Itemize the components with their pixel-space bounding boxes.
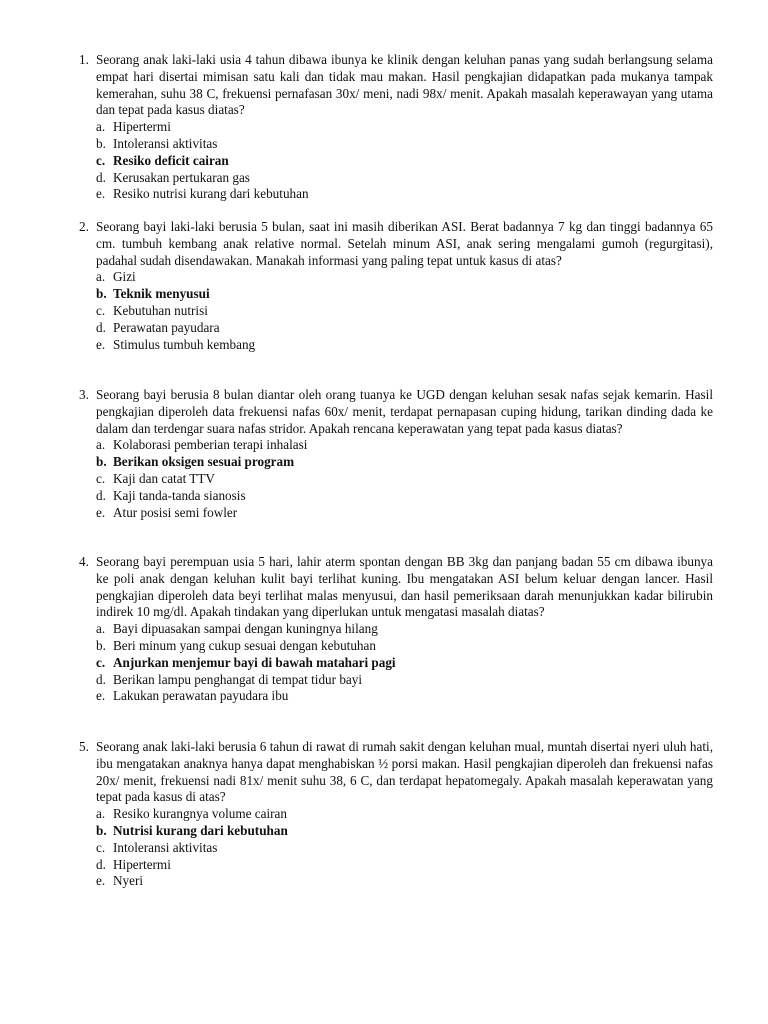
question-text: Seorang bayi laki-laki berusia 5 bulan, saat ini masih diberikan ASI. Berat badannya 7 kg dan tinggi badannya 65 cm. tumbuh kembang anak relative normal. Setelah minum ASI, anak sering mengalami gumoh (regurgitasi), padahal sudah disendawakan. Manakah informasi yang paling tepat untuk kasus di atas?	[96, 219, 713, 268]
question-5	[0, 739, 768, 890]
question-stem	[79, 219, 713, 269]
question-text: Seorang anak laki-laki berusia 6 tahun di rawat di rumah sakit dengan keluhan mual, muntah disertai nyeri uluh hati, ibu mengatakan anaknya hanya dapat menghabiskan ½ porsi makan. Hasil pengkajian diperoleh dan frekuensi nafas 20x/ menit, frekuensi nadi 81x/ menit suhu 38, 6 C, dan terdapat hepatomegaly. Apakah masalah keperawatan yang tepat pada kasus di atas?	[96, 739, 713, 805]
question-number: 5.	[79, 739, 89, 754]
question-text: Seorang bayi berusia 8 bulan diantar oleh orang tuanya ke UGD dengan keluhan sesak nafas sejak kemarin. Hasil pengkajian diperoleh data frekuensi nafas 60x/ menit, terdapat pernapasan cuping hidung, tarikan dinding dada ke dalam dan terdengar suara nafas stridor. Apakah rencana keperawatan yang tepat pada kasus diatas?	[96, 387, 713, 436]
option-b: b. Teknik menyusui	[96, 286, 210, 302]
option-c: c. Resiko deficit cairan	[96, 152, 229, 168]
question-stem	[79, 554, 713, 621]
question-stem	[79, 52, 713, 119]
question-text: Seorang anak laki-laki usia 4 tahun dibawa ibunya ke klinik dengan keluhan panas yang sudah berlangsung selama empat hari disertai mimisan satu kali dan tidak mau makan. Hasil pengkajian didapatkan pada mukanya tampak kemerahan, suhu 38 C, frekuensi pernafasan 30x/ meni, nadi 98x/ menit. Apakah masalah keperawayan yang utama dan tepat pada kasus diatas?	[96, 52, 713, 118]
option-c: c. Anjurkan menjemur bayi di bawah matahari pagi	[96, 654, 396, 670]
option-b: b. Intoleransi aktivitas	[96, 135, 218, 151]
question-stem	[79, 739, 713, 806]
option-list	[0, 437, 768, 521]
option-d: d. Kerusakan pertukaran gas	[96, 169, 250, 185]
option-list	[0, 806, 768, 890]
question-number: 1.	[79, 52, 89, 67]
question-stem	[79, 387, 713, 437]
option-b: b. Berikan oksigen sesuai program	[96, 454, 295, 470]
question-4	[0, 554, 768, 705]
option-c: c. Intoleransi aktivitas	[96, 839, 218, 855]
option-c: c. Kebutuhan nutrisi	[96, 302, 208, 318]
option-e: e. Lakukan perawatan payudara ibu	[96, 688, 289, 704]
option-b: b. Beri minum yang cukup sesuai dengan kebutuhan	[96, 637, 376, 653]
option-a: a. Gizi	[96, 269, 136, 285]
option-a: a. Hipertermi	[96, 119, 171, 135]
option-a: a. Bayi dipuasakan sampai dengan kuningnya hilang	[96, 621, 378, 637]
question-text: Seorang bayi perempuan usia 5 hari, lahir aterm spontan dengan BB 3kg dan panjang badan 55 cm dibawa ibunya ke poli anak dengan keluhan kulit bayi terlihat kuning. Ibu mengatakan ASI belum keluar dengan lancer. Hasil pengkajian diperoleh data beyi terlihat malas menyusui, dan hasil pemeriksaan darah menunjukkan kadar bilirubin indirek 10 mg/dl. Apakah tindakan yang diperlukan untuk mengatasi masalah diatas?	[96, 554, 713, 620]
option-list	[0, 621, 768, 705]
option-d: d. Perawatan payudara	[96, 319, 220, 335]
option-a: a. Resiko kurangnya volume cairan	[96, 806, 287, 822]
question-number: 2.	[79, 219, 89, 234]
option-e: e. Atur posisi semi fowler	[96, 504, 238, 520]
option-a: a. Kolaborasi pemberian terapi inhalasi	[96, 437, 308, 453]
option-b: b. Nutrisi kurang dari kebutuhan	[96, 822, 288, 838]
option-d: d. Kaji tanda-tanda sianosis	[96, 487, 246, 503]
option-c: c. Kaji dan catat TTV	[96, 470, 215, 486]
question-3	[0, 387, 768, 521]
option-list	[0, 119, 768, 203]
option-e: e. Resiko nutrisi kurang dari kebutuhan	[96, 186, 309, 202]
option-d: d. Berikan lampu penghangat di tempat tidur bayi	[96, 671, 363, 687]
question-1	[0, 52, 768, 203]
question-2	[0, 219, 768, 353]
question-number: 4.	[79, 554, 89, 569]
option-e: e. Nyeri	[96, 873, 144, 889]
question-number: 3.	[79, 387, 89, 402]
option-e: e. Stimulus tumbuh kembang	[96, 336, 256, 352]
option-list	[0, 269, 768, 353]
option-d: d. Hipertermi	[96, 856, 171, 872]
